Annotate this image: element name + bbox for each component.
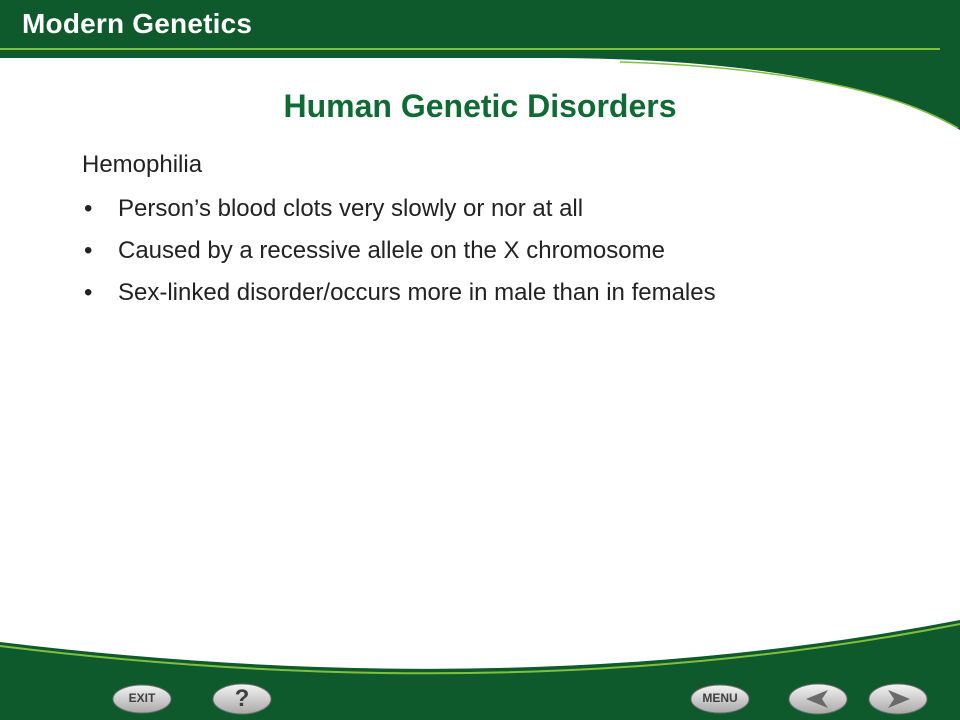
bullet-text: Caused by a recessive allele on the X chromosome [118, 237, 665, 264]
help-button[interactable] [212, 683, 272, 715]
slide-subhead: Hemophilia [82, 151, 203, 178]
slide-title: Human Genetic Disorders [283, 88, 677, 124]
bullet-text: Sex-linked disorder/occurs more in male than in females [118, 279, 716, 306]
bullet-text: Person’s blood clots very slowly or nor at all [118, 195, 584, 222]
forward-arrow-icon [868, 683, 928, 715]
bullet-icon: • [84, 237, 93, 264]
bullet-item [82, 236, 882, 266]
exit-label: EXIT [128, 691, 156, 705]
back-button[interactable] [788, 683, 848, 715]
bullet-icon: • [84, 279, 93, 306]
exit-button[interactable] [112, 684, 172, 714]
back-arrow-icon [788, 683, 848, 715]
bullet-icon: • [84, 195, 93, 222]
header-title: Modern Genetics [22, 8, 253, 39]
bullet-item [82, 194, 882, 224]
slide-content [82, 150, 882, 320]
forward-button[interactable] [868, 683, 928, 715]
menu-button[interactable] [690, 684, 750, 714]
help-label: ? [234, 685, 250, 712]
bullet-list [82, 194, 882, 308]
menu-label: MENU [702, 691, 738, 705]
bullet-item [82, 278, 882, 308]
